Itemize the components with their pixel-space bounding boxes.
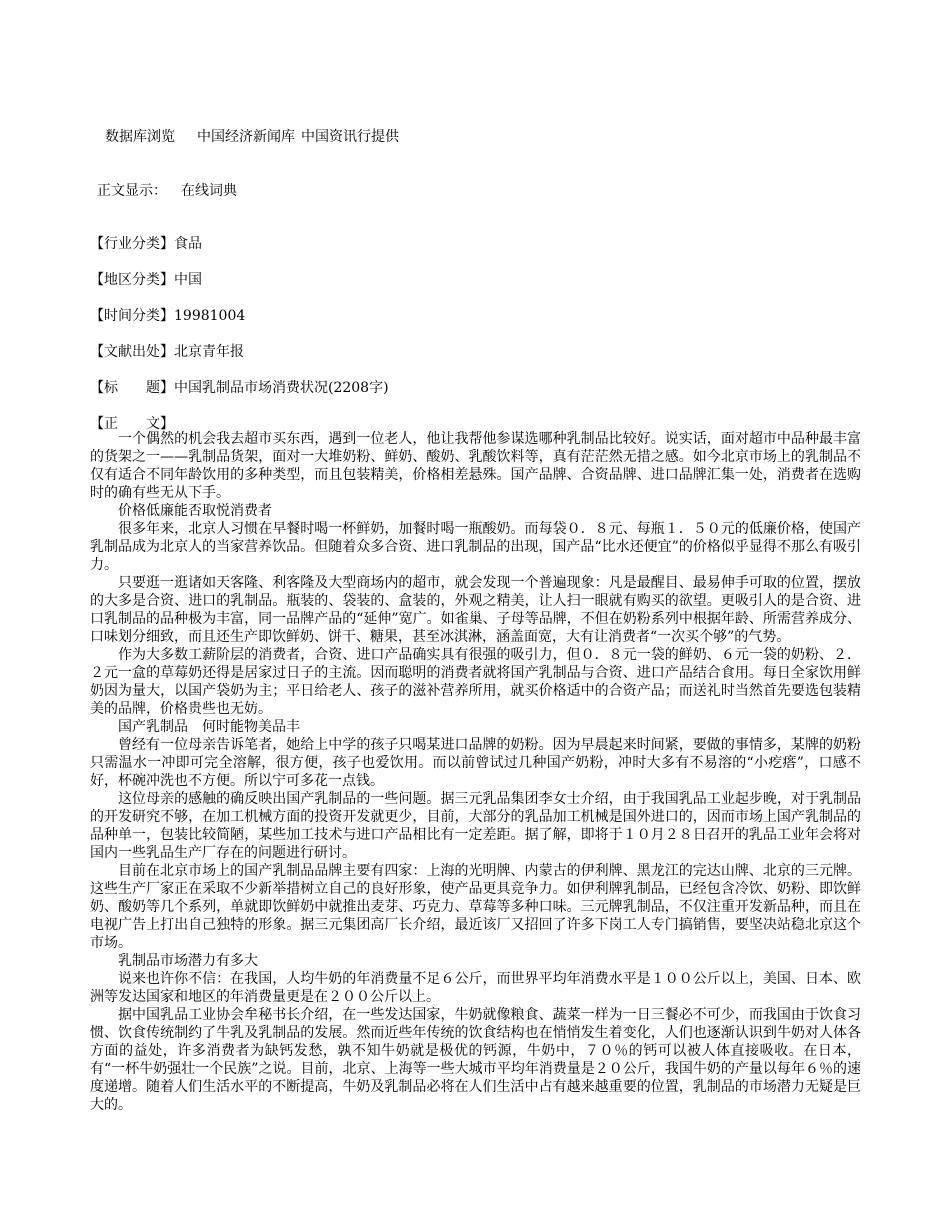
db-browse-link[interactable]: 数据库浏览 xyxy=(105,129,175,145)
meta-source xyxy=(90,341,244,361)
section-heading: 乳制品市场潜力有多大 xyxy=(118,953,258,969)
meta-value: 北京青年报 xyxy=(174,344,244,360)
paragraph: 作为大多数工薪阶层的消费者，合资、进口产品确实具有很强的吸引力，但０．８元一袋的鲜奶、６元一袋的奶粉、２．２元一盒的草莓奶还得是居家过日子的主流。因而聪明的消费者就将国产乳制品与合资、进口产品结合食用。每日全家饮用鲜奶因为量大，以国产袋奶为主；平日给老人、孩子的滋补营养所用，就买价格适中的合资产品；而送礼时当然首先要选包装精美的品牌，价格贵些也无妨。 xyxy=(90,647,861,717)
meta-value: 中国 xyxy=(174,272,202,288)
meta-region xyxy=(90,269,202,289)
meta-label: 【行业分类】 xyxy=(90,236,174,252)
article-body xyxy=(90,430,861,1114)
meta-label: 【地区分类】 xyxy=(90,272,174,288)
meta-date xyxy=(90,305,245,325)
header-bar xyxy=(105,126,399,146)
paragraph: 说来也许你不信：在我国，人均牛奶的年消费量不足６公斤，而世界平均年消费水平是１００公斤以上，美国、日本、欧洲等发达国家和地区的年消费量更是在２００公斤以上。 xyxy=(90,971,861,1005)
meta-value: 19981004 xyxy=(174,308,246,324)
paragraph: 这位母亲的感触的确反映出国产乳制品的一些问题。据三元乳品集团李女士介绍，由于我国乳品工业起步晚，对于乳制品的开发研究不够，在加工机械方面的投资开发就更少，目前，大部分的乳品加工机械是国外进口的，因而市场上国产乳制品的品种单一，包装比较简陋，某些加工技术与进口产品相比有一定差距。据了解，即将于１０月２８日召开的乳品工业年会将对国内一些乳品生产厂存在的问题进行研讨。 xyxy=(90,791,861,861)
paragraph: 只要逛一逛诸如天客隆、利客隆及大型商场内的超市，就会发现一个普遍现象：凡是最醒目、最易伸手可取的位置，摆放的大多是合资、进口的乳制品。瓶装的、袋装的、盒装的，外观之精美，让人扫一眼就有购买的欲望。更吸引人的是合资、进口乳制品的品种极为丰富，同一品牌产品的“延伸”宽广。如雀巢、子母等品牌，不但在奶粉系列中根据年龄、所需营养成分、口味划分细致，而且还生产即饮鲜奶、饼干、糖果，甚至冰淇淋，涵盖面宽，大有让消费者“一次买个够”的气势。 xyxy=(90,575,861,645)
meta-title xyxy=(90,377,389,397)
meta-label: 【文献出处】 xyxy=(90,344,174,360)
db-name-label: 中国经济新闻库 xyxy=(197,129,295,145)
meta-label: 【时间分类】 xyxy=(90,308,174,324)
view-mode-bar xyxy=(97,180,237,200)
section-heading: 国产乳制品 何时能物美品丰 xyxy=(118,719,300,735)
article-title: 中国乳制品市场消费状况(2208字) xyxy=(174,380,389,396)
dictionary-link[interactable]: 在线词典 xyxy=(181,183,237,199)
meta-value: 食品 xyxy=(174,236,202,252)
paragraph: 曾经有一位母亲告诉笔者，她给上中学的孩子只喝某进口品牌的奶粉。因为早晨起来时间紧，要做的事情多，某牌的奶粉只需温水一冲即可完全溶解，很方便，孩子也爱饮用。而以前曾试过几种国产奶粉，冲时大多有不易溶的“小疙瘩”，口感不好，杯碗冲洗也不方便。所以宁可多花一点钱。 xyxy=(90,737,861,789)
provider-label: 中国资讯行提供 xyxy=(301,129,399,145)
paragraph: 目前在北京市场上的国产乳制品品牌主要有四家：上海的光明牌、内蒙古的伊利牌、黑龙江的完达山牌、北京的三元牌。这些生产厂家正在采取不少新举措树立自己的良好形象，使产品更具竞争力。如伊利牌乳制品，已经包含冷饮、奶粉、即饮鲜奶、酸奶等几个系列，单就即饮鲜奶中就推出麦芽、巧克力、草莓等多种口味。三元牌乳制品，不仅注重开发新品种，而且在电视广告上打出自己独特的形象。据三元集团高厂长介绍，最近该厂又招回了许多下岗工人专门搞销售，要坚决站稳北京这个市场。 xyxy=(90,863,861,951)
section-heading: 价格低廉能否取悦消费者 xyxy=(118,503,272,519)
meta-industry xyxy=(90,233,202,253)
paragraph: 一个偶然的机会我去超市买东西，遇到一位老人，他让我帮他参谋选哪种乳制品比较好。说实话，面对超市中品种最丰富的货架之一——乳制品货架，面对一大堆奶粉、鲜奶、酸奶、乳酸饮料等，真有茫茫然无措之感。如今北京市场上的乳制品不仅有适合不同年龄饮用的多种类型，而且包装精美，价格相差悬殊。国产品牌、合资品牌、进口品牌汇集一处，消费者在选购时的确有些无从下手。 xyxy=(90,431,861,501)
paragraph: 很多年来，北京人习惯在早餐时喝一杯鲜奶，加餐时喝一瓶酸奶。而每袋０．８元、每瓶１．５０元的低廉价格，使国产乳制品成为北京人的当家营养饮品。但随着众多合资、进口乳制品的出现，国产品“比水还便宜”的价格似乎显得不那么有吸引力。 xyxy=(90,521,861,573)
meta-label: 【标 题】 xyxy=(90,380,174,396)
paragraph: 据中国乳品工业协会牟秘书长介绍，在一些发达国家，牛奶就像粮食、蔬菜一样为一日三餐必不可少，而我国由于饮食习惯、饮食传统制约了牛乳及乳制品的发展。然而近些年传统的饮食结构也在悄悄发生着变化，人们也逐渐认识到牛奶对人体各方面的益处，许多消费者为缺钙发愁，孰不知牛奶就是极优的钙源，牛奶中，７０％的钙可以被人体直接吸收。在日本，有“一杯牛奶强壮一个民族”之说。目前，北京、上海等一些大城市平均年消费量是２０公斤，我国牛奶的产量以每年６％的速度递增。随着人们生活水平的不断提高，牛奶及乳制品必将在人们生活中占有越来越重要的位置，乳制品的市场潜力无疑是巨大的。 xyxy=(90,1007,861,1113)
content-label: 【正 文】 xyxy=(90,416,174,432)
view-mode-label: 正文显示： xyxy=(97,183,167,199)
